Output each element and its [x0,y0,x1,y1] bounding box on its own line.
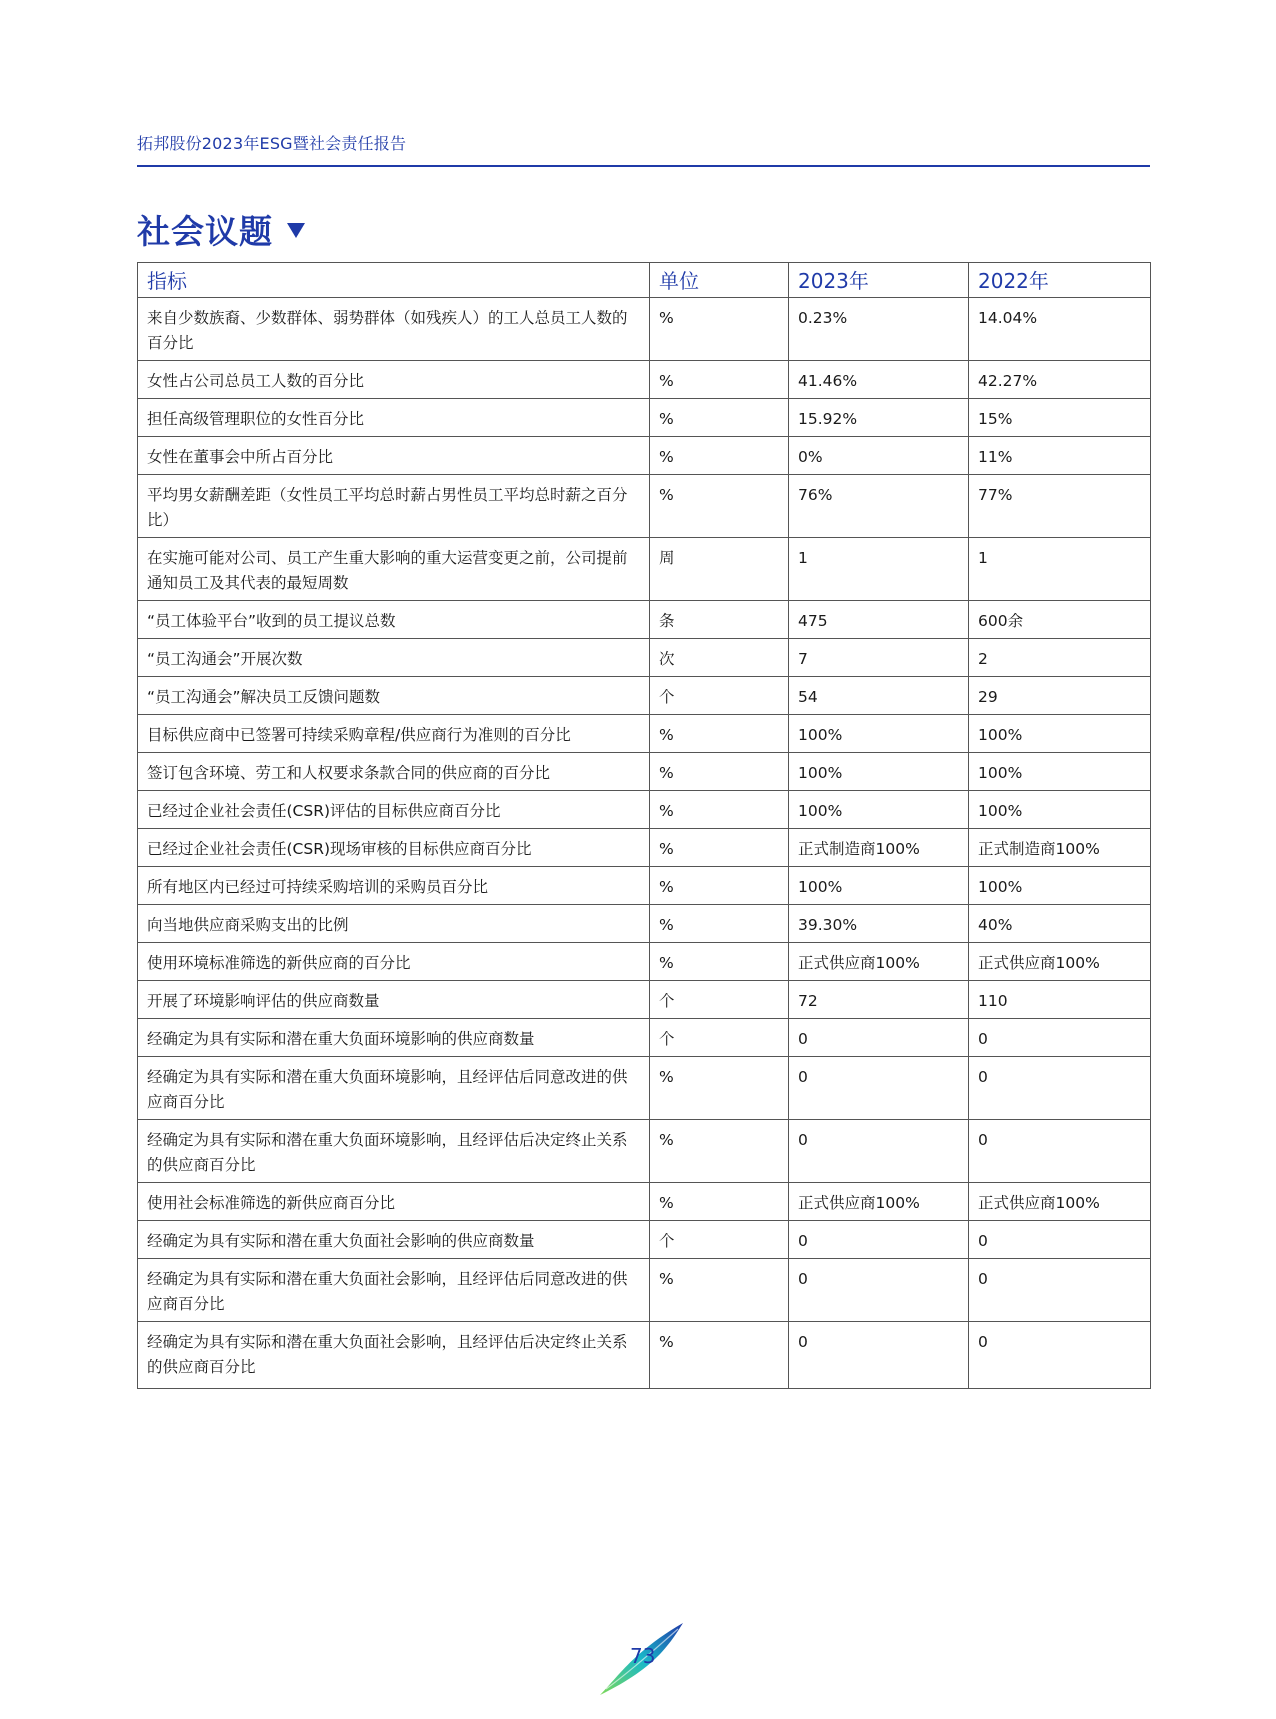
table-row [138,943,1151,981]
social-metrics-table [137,262,1151,1389]
cell-indicator: 担任高级管理职位的女性百分比 [138,399,650,437]
cell-2023: 0 [789,1221,969,1259]
cell-2023: 475 [789,601,969,639]
table-row [138,1057,1151,1120]
cell-indicator: 开展了环境影响评估的供应商数量 [138,981,650,1019]
cell-2023: 100% [789,791,969,829]
header-2023: 2023年 [789,263,969,298]
cell-2023: 0 [789,1019,969,1057]
table-row [138,437,1151,475]
table-row [138,715,1151,753]
cell-indicator: 来自少数族裔、少数群体、弱势群体（如残疾人）的工人总员工人数的百分比 [138,298,650,361]
cell-2022: 11% [969,437,1151,475]
cell-2022: 0 [969,1322,1151,1389]
cell-unit: % [650,1120,789,1183]
cell-unit: % [650,715,789,753]
cell-2022: 正式制造商100% [969,829,1151,867]
cell-2022: 100% [969,791,1151,829]
cell-unit: 个 [650,1019,789,1057]
cell-2022: 0 [969,1221,1151,1259]
cell-2023: 76% [789,475,969,538]
header-indicator: 指标 [138,263,650,298]
table-row [138,791,1151,829]
cell-indicator: “员工沟通会”开展次数 [138,639,650,677]
cell-unit: % [650,437,789,475]
table-row [138,639,1151,677]
table-row [138,538,1151,601]
section-title [137,206,305,253]
cell-2023: 0 [789,1259,969,1322]
table-row [138,601,1151,639]
table-row [138,1322,1151,1389]
cell-indicator: 经确定为具有实际和潜在重大负面社会影响，且经评估后同意改进的供应商百分比 [138,1259,650,1322]
cell-2023: 0 [789,1322,969,1389]
cell-2022: 77% [969,475,1151,538]
cell-2023: 72 [789,981,969,1019]
triangle-down-icon [287,223,305,238]
cell-unit: % [650,753,789,791]
cell-2022: 1 [969,538,1151,601]
cell-2022: 0 [969,1120,1151,1183]
table-row [138,1259,1151,1322]
cell-2022: 110 [969,981,1151,1019]
cell-unit: 个 [650,981,789,1019]
cell-2022: 正式供应商100% [969,1183,1151,1221]
table-row [138,361,1151,399]
cell-indicator: 经确定为具有实际和潜在重大负面环境影响的供应商数量 [138,1019,650,1057]
cell-2023: 100% [789,715,969,753]
cell-unit: 条 [650,601,789,639]
cell-unit: % [650,1322,789,1389]
cell-unit: % [650,1057,789,1120]
page-number: 73 [630,1644,656,1668]
cell-indicator: 经确定为具有实际和潜在重大负面社会影响的供应商数量 [138,1221,650,1259]
cell-2022: 0 [969,1019,1151,1057]
cell-unit: 周 [650,538,789,601]
cell-indicator: 平均男女薪酬差距（女性员工平均总时薪占男性员工平均总时薪之百分比） [138,475,650,538]
cell-2023: 15.92% [789,399,969,437]
cell-unit: % [650,867,789,905]
cell-2023: 正式供应商100% [789,943,969,981]
cell-indicator: 使用环境标准筛选的新供应商的百分比 [138,943,650,981]
cell-indicator: 签订包含环境、劳工和人权要求条款合同的供应商的百分比 [138,753,650,791]
cell-indicator: 所有地区内已经过可持续采购培训的采购员百分比 [138,867,650,905]
cell-2023: 正式供应商100% [789,1183,969,1221]
header-unit: 单位 [650,263,789,298]
cell-unit: % [650,905,789,943]
table-row [138,298,1151,361]
cell-indicator: 女性占公司总员工人数的百分比 [138,361,650,399]
table-row [138,475,1151,538]
cell-indicator: 使用社会标准筛选的新供应商百分比 [138,1183,650,1221]
table-row [138,867,1151,905]
cell-2022: 0 [969,1057,1151,1120]
cell-2023: 100% [789,867,969,905]
cell-2022: 正式供应商100% [969,943,1151,981]
table-header-row [138,263,1151,298]
cell-2023: 0 [789,1057,969,1120]
cell-indicator: 已经过企业社会责任(CSR)评估的目标供应商百分比 [138,791,650,829]
table-row [138,677,1151,715]
table-row [138,981,1151,1019]
cell-2023: 0 [789,1120,969,1183]
cell-unit: % [650,791,789,829]
cell-2023: 0.23% [789,298,969,361]
cell-indicator: 经确定为具有实际和潜在重大负面环境影响，且经评估后同意改进的供应商百分比 [138,1057,650,1120]
cell-2022: 600余 [969,601,1151,639]
cell-indicator: 已经过企业社会责任(CSR)现场审核的目标供应商百分比 [138,829,650,867]
cell-unit: % [650,1183,789,1221]
cell-2023: 1 [789,538,969,601]
cell-2022: 0 [969,1259,1151,1322]
header-2022: 2022年 [969,263,1151,298]
table-row [138,1221,1151,1259]
cell-2022: 42.27% [969,361,1151,399]
cell-indicator: 向当地供应商采购支出的比例 [138,905,650,943]
section-title-text: 社会议题 [137,212,273,251]
cell-2022: 40% [969,905,1151,943]
cell-indicator: 目标供应商中已签署可持续采购章程/供应商行为准则的百分比 [138,715,650,753]
cell-unit: % [650,475,789,538]
cell-indicator: 经确定为具有实际和潜在重大负面社会影响，且经评估后决定终止关系的供应商百分比 [138,1322,650,1389]
cell-2023: 正式制造商100% [789,829,969,867]
cell-2023: 7 [789,639,969,677]
cell-unit: 个 [650,677,789,715]
report-header-title: 拓邦股份2023年ESG暨社会责任报告 [137,134,407,153]
cell-2022: 2 [969,639,1151,677]
table-row [138,829,1151,867]
cell-unit: % [650,943,789,981]
cell-indicator: “员工体验平台”收到的员工提议总数 [138,601,650,639]
cell-indicator: 女性在董事会中所占百分比 [138,437,650,475]
cell-indicator: 经确定为具有实际和潜在重大负面环境影响，且经评估后决定终止关系的供应商百分比 [138,1120,650,1183]
cell-unit: % [650,1259,789,1322]
table-row [138,1183,1151,1221]
cell-2023: 39.30% [789,905,969,943]
table-row [138,905,1151,943]
cell-unit: % [650,361,789,399]
cell-indicator: “员工沟通会”解决员工反馈问题数 [138,677,650,715]
cell-2022: 100% [969,867,1151,905]
cell-2022: 100% [969,753,1151,791]
table-row [138,1120,1151,1183]
table-row [138,1019,1151,1057]
cell-2022: 100% [969,715,1151,753]
header-divider [137,165,1150,167]
cell-2023: 0% [789,437,969,475]
cell-2023: 100% [789,753,969,791]
cell-2023: 54 [789,677,969,715]
cell-2022: 29 [969,677,1151,715]
cell-unit: 次 [650,639,789,677]
cell-2022: 14.04% [969,298,1151,361]
cell-2022: 15% [969,399,1151,437]
table-row [138,753,1151,791]
cell-unit: % [650,829,789,867]
cell-indicator: 在实施可能对公司、员工产生重大影响的重大运营变更之前，公司提前通知员工及其代表的最短周数 [138,538,650,601]
cell-2023: 41.46% [789,361,969,399]
cell-unit: 个 [650,1221,789,1259]
table-row [138,399,1151,437]
cell-unit: % [650,298,789,361]
cell-unit: % [650,399,789,437]
